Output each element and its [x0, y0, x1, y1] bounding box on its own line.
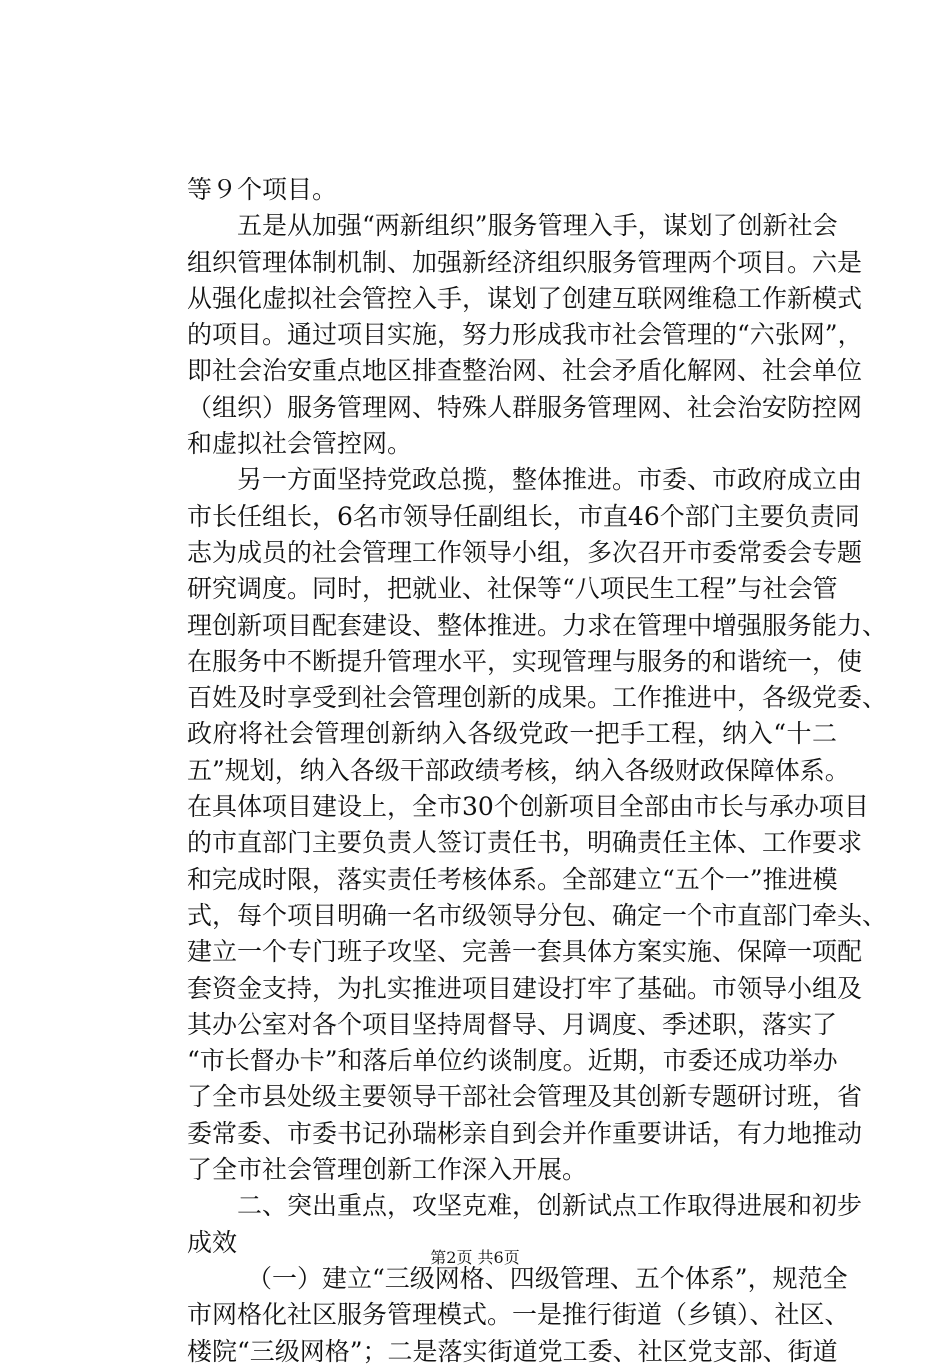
text-line: 在服务中不断提升管理水平，实现管理与服务的和谐统一，使 — [187, 646, 863, 676]
section-heading-line: 二、突出重点，攻坚克难，创新试点工作取得进展和初步 — [237, 1191, 863, 1221]
section-heading-line: 成效 — [187, 1227, 238, 1257]
text-line: 市长任组长，6名市领导任副组长，市直46个部门主要负责同 — [187, 501, 860, 531]
text-line: （组织）服务管理网、特殊人群服务管理网、社会治安防控网 — [187, 392, 863, 422]
text-line: 市网格化社区服务管理模式。一是推行街道（乡镇）、社区、 — [187, 1300, 850, 1330]
text-line: 在具体项目建设上，全市30个创新项目全部由市长与承办项目 — [187, 792, 869, 822]
text-line: 建立一个专门班子攻坚、完善一套具体方案实施、保障一项配 — [187, 937, 863, 967]
text-line: 的市直部门主要负责人签订责任书，明确责任主体、工作要求 — [187, 828, 863, 858]
text-line: “市长督办卡”和落后单位约谈制度。近期，市委还成功举办 — [187, 1046, 838, 1076]
text-line: 的项目。通过项目实施，努力形成我市社会管理的“六张网”， — [187, 320, 863, 350]
text-line: 套资金支持，为扎实推进项目建设打牢了基础。市领导小组及 — [187, 973, 863, 1003]
text-line: 委常委、市委书记孙瑞彬亲自到会并作重要讲话，有力地推动 — [187, 1118, 863, 1148]
text-line: 和虚拟社会管控网。 — [187, 429, 413, 459]
text-line: 五”规划，纳入各级干部政绩考核，纳入各级财政保障体系。 — [187, 755, 850, 785]
text-line: 理创新项目配套建设、整体推进。力求在管理中增强服务能力、 — [187, 610, 888, 640]
text-line: 楼院“三级网格”；二是落实街道党工委、社区党支部、街道 — [187, 1336, 838, 1366]
text-line: 式，每个项目明确一名市级领导分包、确定一个市直部门牵头、 — [187, 900, 888, 930]
text-line: 志为成员的社会管理工作领导小组，多次召开市委常委会专题 — [187, 537, 863, 567]
text-line: 组织管理体制机制、加强新经济组织服务管理两个项目。六是 — [187, 247, 863, 277]
text-line: 和完成时限，落实责任考核体系。全部建立“五个一”推进模 — [187, 864, 838, 894]
text-line: 等９个项目。 — [187, 175, 338, 204]
text-line: （一）建立“三级网格、四级管理、五个体系”，规范全 — [247, 1263, 848, 1293]
text-line: 其办公室对各个项目坚持周督导、月调度、季述职，落实了 — [187, 1009, 838, 1039]
text-line: 了全市社会管理创新工作深入开展。 — [187, 1155, 588, 1185]
text-line: 从强化虚拟社会管控入手，谋划了创建互联网维稳工作新模式 — [187, 283, 863, 313]
text-line: 研究调度。同时，把就业、社保等“八项民生工程”与社会管 — [187, 574, 838, 604]
document-body — [187, 172, 888, 1370]
page-number-footer: 第2页 共6页 — [430, 1248, 520, 1267]
text-line: 即社会治安重点地区排查整治网、社会矛盾化解网、社会单位 — [187, 356, 863, 386]
text-line: 政府将社会管理创新纳入各级党政一把手工程，纳入“十二 — [187, 719, 837, 749]
text-line: 了全市县处级主要领导干部社会管理及其创新专题研讨班，省 — [187, 1082, 863, 1112]
text-line: 百姓及时享受到社会管理创新的成果。工作推进中，各级党委、 — [187, 683, 888, 713]
text-line: 另一方面坚持党政总揽，整体推进。市委、市政府成立由 — [237, 465, 863, 495]
text-line: 五是从加强“两新组织”服务管理入手，谋划了创新社会 — [237, 211, 838, 241]
